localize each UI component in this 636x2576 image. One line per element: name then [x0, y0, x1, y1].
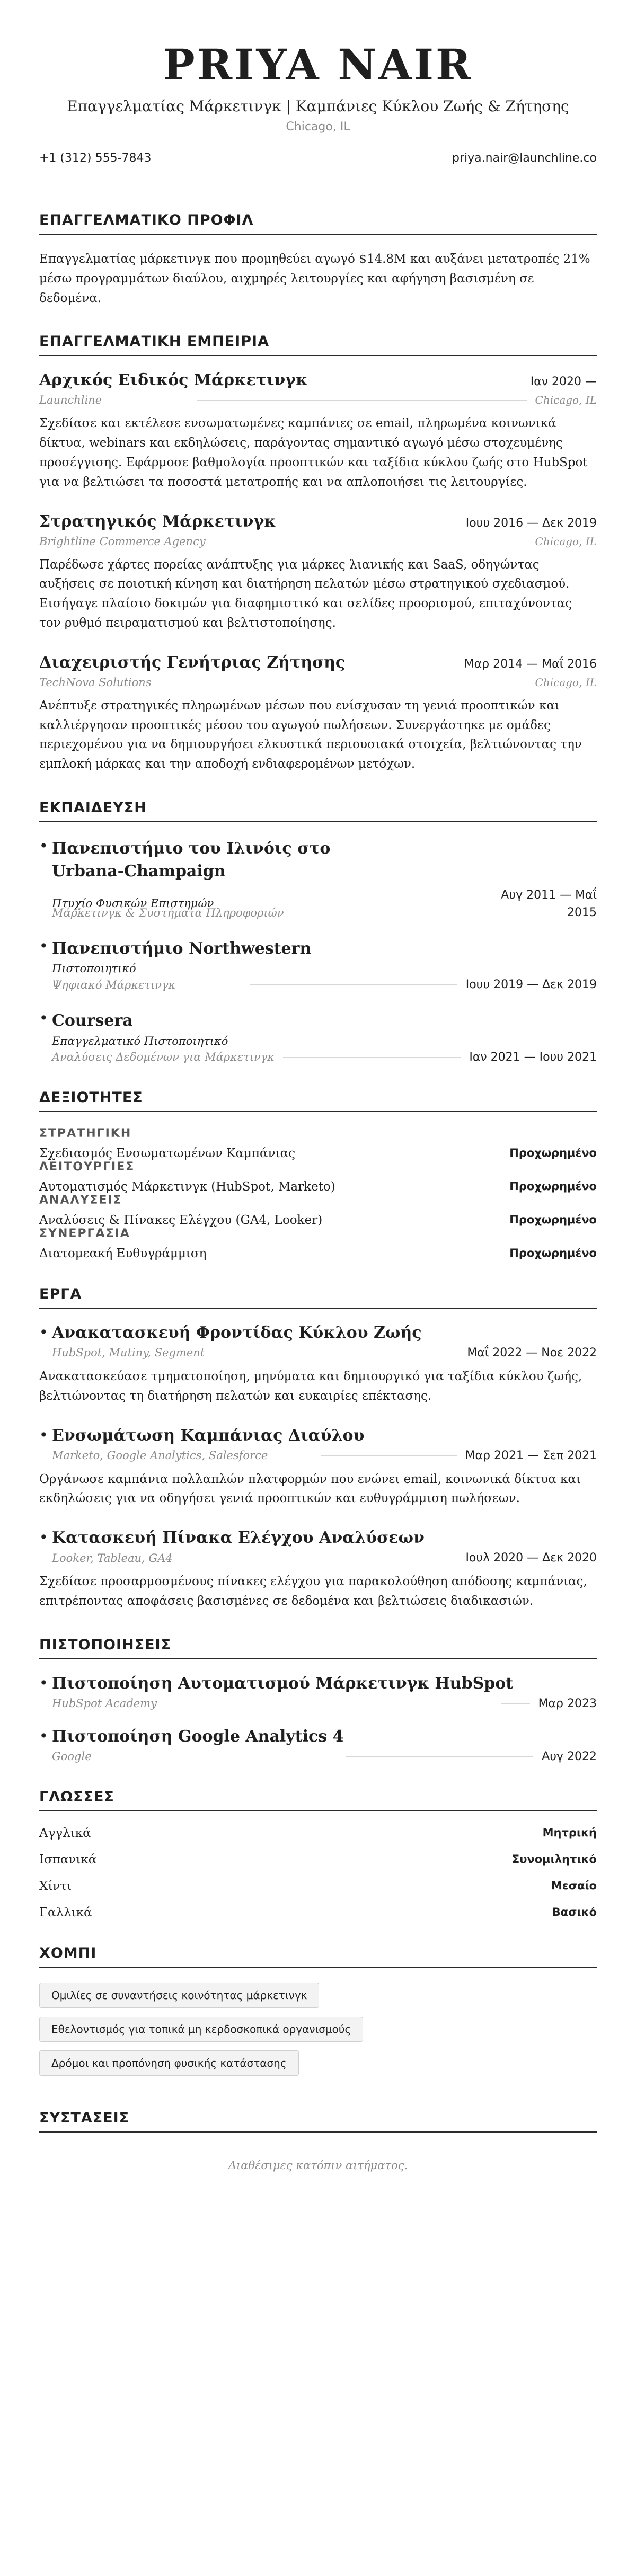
headline: Επαγγελματίας Μάρκετινγκ | Καμπάνιες Κύκλου Ζωής & Ζήτησης: [67, 97, 569, 115]
section-title: ΔΕΞΙΟΤΗΤΕΣ: [39, 1089, 597, 1112]
hobby-tag: Δρόμοι και προπόνηση φυσικής κατάστασης: [39, 2050, 299, 2076]
section-title: ΓΛΩΣΣΕΣ: [39, 1789, 597, 1811]
skill-category: ΣΥΝΕΡΓΑΣΙΑ: [39, 1227, 130, 1240]
email[interactable]: priya.nair@launchline.co: [452, 152, 597, 165]
leader-line: [283, 1057, 461, 1058]
skill-group: [39, 1194, 597, 1227]
project-entry: [39, 1529, 597, 1611]
certification-entry: [39, 1727, 597, 1763]
profile-section: [39, 212, 597, 308]
certification-entry: [39, 1674, 597, 1710]
projects-section: [39, 1286, 597, 1611]
leader-line: [321, 1455, 456, 1456]
field-of-study: Ψηφιακό Μάρκετινγκ: [52, 978, 176, 991]
bullet-icon: •: [39, 1529, 48, 1547]
education-entry: [39, 837, 597, 919]
field-of-study: Μάρκετινγκ & Συστήματα Πληροφοριών: [52, 906, 284, 919]
leader-line: [250, 984, 457, 985]
skills-section: [39, 1089, 597, 1260]
project-dates: Ιουλ 2020 — Δεκ 2020: [465, 1551, 597, 1565]
school-name: Πανεπιστήμιο Northwestern: [52, 939, 312, 958]
project-entry: [39, 1323, 597, 1406]
project-tools: HubSpot, Mutiny, Segment: [52, 1346, 205, 1360]
job-role: Διαχειριστής Γενήτριας Ζήτησης: [39, 653, 346, 672]
section-title: ΕΠΑΓΓΕΛΜΑΤΙΚΟ ΠΡΟΦΙΛ: [39, 212, 597, 235]
section-title: ΣΥΣΤΑΣΕΙΣ: [39, 2110, 597, 2133]
candidate-name: PRIYA NAIR: [163, 40, 473, 90]
project-name: Ανακατασκευή Φροντίδας Κύκλου Ζωής: [52, 1323, 422, 1342]
hobbies-section: [39, 1945, 597, 2084]
certification-name: Πιστοποίηση Αυτοματισμού Μάρκετινγκ HubSpot: [52, 1674, 514, 1693]
experience-entry: [39, 512, 597, 633]
language-level: Μεσαίο: [551, 1879, 597, 1892]
project-tools: Marketo, Google Analytics, Salesforce: [52, 1449, 268, 1462]
language-level: Συνομιλητικό: [511, 1852, 597, 1866]
project-entry: [39, 1426, 597, 1509]
job-description: Ανέπτυξε στρατηγικές πληρωμένων μέσων που ενίσχυσαν τη γενιά προοπτικών και καλλιέργησαν προοπτικές μέσου του αγωγού πωλήσεων. Συνεργάστηκε με ομάδες περιεχομένου για να δημιουργήσει ελκυστικά περιουσιακά στοιχεία, βελτιώνοντας την εμπλοκή μάρκας και την αποδοχή ενδιαφερομένων μετόχων.: [39, 698, 582, 771]
leader-line: [346, 1756, 534, 1757]
project-tools: Looker, Tableau, GA4: [52, 1551, 173, 1565]
bullet-icon: •: [39, 1674, 48, 1692]
phone: +1 (312) 555-7843: [39, 152, 152, 165]
experience-entry: [39, 653, 597, 774]
job-description: Παρέδωσε χάρτες πορείας ανάπτυξης για μάρκες λιανικής και SaaS, οδηγώντας αυξήσεις σε ποιοτική κίνηση και διατήρηση πελατών μέσω στρατηγικού σχεδιασμού. Εισήγαγε πλαίσιο δοκιμών για διαφημιστικό και σελίδες προορισμού, επιταχύνοντας τον ρυθμό πειραματισμού και βελτιστοποίησης.: [39, 557, 572, 630]
section-title: ΧΟΜΠΙ: [39, 1945, 597, 1968]
skill-category: ΣΤΡΑΤΗΓΙΚΗ: [39, 1126, 132, 1140]
language-row: [39, 1853, 597, 1867]
degree: Πιστοποιητικό: [52, 962, 136, 975]
hobby-tag: Εθελοντισμός για τοπικά μη κερδοσκοπικά οργανισμούς: [39, 2017, 363, 2042]
skill-category: ΛΕΙΤΟΥΡΓΙΕΣ: [39, 1160, 135, 1174]
job-company: TechNova Solutions: [39, 676, 152, 689]
project-description: Οργάνωσε καμπάνια πολλαπλών πλατφορμών που ενώνει email, κοινωνικά δίκτυα και εκδηλώσεις για να οδηγήσει γενιά προοπτικών και ευθυγράμμιση πωλήσεων.: [39, 1472, 581, 1506]
job-location: Chicago, IL: [535, 535, 597, 548]
field-of-study: Αναλύσεις Δεδομένων για Μάρκετινγκ: [52, 1051, 275, 1064]
skill-name: Σχεδιασμός Ενσωματωμένων Καμπάνιας: [39, 1146, 295, 1160]
bullet-icon: •: [39, 1323, 48, 1341]
skill-name: Αυτοματισμός Μάρκετινγκ (HubSpot, Marketo): [39, 1179, 335, 1194]
job-description: Σχεδίασε και εκτέλεσε ενσωματωμένες καμπάνιες σε email, πληρωμένα κοινωνικά δίκτυα, webinars και εκδηλώσεις, παράγοντας σημαντικό αγωγό μέσω στοχευμένης προσέγγισης. Εφάρμοσε βαθμολογία προοπτικών και ταξίδια κύκλου ζωής στο HubSpot για να βελτιώσει τα ποσοστά μετατροπής και να απλοποιήσει τις λειτουργίες.: [39, 416, 588, 489]
degree: Πτυχίο Φυσικών Επιστημών: [52, 896, 214, 910]
certification-date: Αυγ 2022: [542, 1749, 597, 1763]
certification-date: Μαρ 2023: [538, 1696, 597, 1710]
section-title: ΠΙΣΤΟΠΟΙΗΣΕΙΣ: [39, 1637, 597, 1659]
references-text: Διαθέσιμες κατόπιν αιτήματος.: [228, 2158, 408, 2172]
job-location: Chicago, IL: [535, 394, 597, 407]
project-name: Ενσωμάτωση Καμπάνιας Διαύλου: [52, 1426, 365, 1445]
job-company: Brightline Commerce Agency: [39, 535, 206, 548]
language-row: [39, 1906, 597, 1920]
language-name: Γαλλικά: [39, 1905, 92, 1920]
skill-level: Προχωρημένο: [509, 1146, 597, 1159]
bullet-icon: •: [39, 837, 48, 855]
education-entry: [39, 937, 597, 992]
project-dates: Μαρ 2021 — Σεπ 2021: [465, 1449, 597, 1462]
skill-group: [39, 1127, 597, 1160]
section-title: ΕΠΑΓΓΕΛΜΑΤΙΚΗ ΕΜΠΕΙΡΙΑ: [39, 333, 597, 356]
project-dates: Μαΐ 2022 — Νοε 2022: [467, 1346, 597, 1360]
bullet-icon: •: [39, 1009, 48, 1027]
leader-line: [197, 400, 526, 401]
certification-name: Πιστοποίηση Google Analytics 4: [52, 1727, 344, 1746]
job-role: Αρχικός Ειδικός Μάρκετινγκ: [39, 371, 308, 390]
skill-group: [39, 1160, 597, 1194]
project-description: Σχεδίασε προσαρμοσμένους πίνακες ελέγχου για παρακολούθηση απόδοσης καμπάνιας, επιτρέποντας αποφάσεις βασισμένες σε δεδομένα και βελτιώσεις διαδικασιών.: [39, 1575, 587, 1608]
hobby-tag: Ομιλίες σε συναντήσεις κοινότητας μάρκετινγκ: [39, 1983, 319, 2008]
job-company: Launchline: [39, 394, 102, 407]
experience-section: [39, 333, 597, 774]
project-name: Κατασκευή Πίνακα Ελέγχου Αναλύσεων: [52, 1529, 425, 1548]
language-level: Βασικό: [552, 1905, 597, 1918]
language-row: [39, 1879, 597, 1893]
job-location: Chicago, IL: [535, 676, 597, 689]
education-dates: Ιαν 2021 — Ιουυ 2021: [469, 1050, 597, 1064]
language-row: [39, 1826, 597, 1840]
bullet-icon: •: [39, 1727, 48, 1745]
language-name: Αγγλικά: [39, 1826, 91, 1840]
school-name: Πανεπιστήμιο του Ιλινόις στο Urbana-Champaign: [52, 839, 331, 881]
job-dates: Μαρ 2014 — Μαΐ 2016: [464, 657, 597, 671]
school-name: Coursera: [52, 1011, 133, 1031]
experience-entry: [39, 371, 597, 492]
certifications-section: [39, 1637, 597, 1763]
profile-text: Επαγγελματίας μάρκετινγκ που προμηθεύει αγωγό $14.8M και αυξάνει μετατροπές 21% μέσω προγραμμάτων διαύλου, αιχμηρές λειτουργίες και αφήγηση βασισμένη σε δεδομένα.: [39, 252, 590, 305]
bullet-icon: •: [39, 1426, 48, 1444]
section-title: ΕΚΠΑΙΔΕΥΣΗ: [39, 800, 597, 822]
job-role: Στρατηγικός Μάρκετινγκ: [39, 512, 276, 531]
section-title: ΕΡΓΑ: [39, 1286, 597, 1309]
job-dates: Ιαν 2020 —: [530, 375, 597, 389]
project-description: Ανακατασκεύασε τμηματοποίηση, μηνύματα και δημιουργικό για ταξίδια κύκλου ζωής, βελτιώνοντας τη διατήρηση πελατών και ευκαιρίες επέκτασης.: [39, 1369, 582, 1403]
header-location: Chicago, IL: [286, 120, 350, 134]
education-entry: [39, 1009, 597, 1064]
skill-group: [39, 1227, 597, 1260]
skill-level: Προχωρημένο: [509, 1213, 597, 1226]
language-name: Ισπανικά: [39, 1852, 97, 1867]
references-section: [39, 2110, 597, 2172]
certification-issuer: Google: [52, 1750, 92, 1763]
languages-section: [39, 1789, 597, 1920]
education-dates: Αυγ 2011 — Μαΐ 2015: [501, 888, 597, 919]
language-level: Μητρική: [542, 1826, 597, 1839]
skill-name: Αναλύσεις & Πίνακες Ελέγχου (GA4, Looker): [39, 1213, 323, 1227]
education-section: [39, 800, 597, 1064]
contact-row: [39, 152, 597, 165]
skill-category: ΑΝΑΛΥΣΕΙΣ: [39, 1193, 122, 1207]
degree: Επαγγελματικό Πιστοποιητικό: [52, 1034, 228, 1047]
leader-line: [501, 1703, 530, 1704]
bullet-icon: •: [39, 937, 48, 955]
certification-issuer: HubSpot Academy: [52, 1697, 157, 1710]
language-name: Χίντι: [39, 1879, 72, 1893]
skill-level: Προχωρημένο: [509, 1246, 597, 1259]
skill-level: Προχωρημένο: [509, 1179, 597, 1193]
skill-name: Διατομεακή Ευθυγράμμιση: [39, 1246, 207, 1260]
education-dates: Ιουυ 2019 — Δεκ 2019: [465, 978, 597, 992]
job-dates: Ιουυ 2016 — Δεκ 2019: [465, 516, 597, 530]
